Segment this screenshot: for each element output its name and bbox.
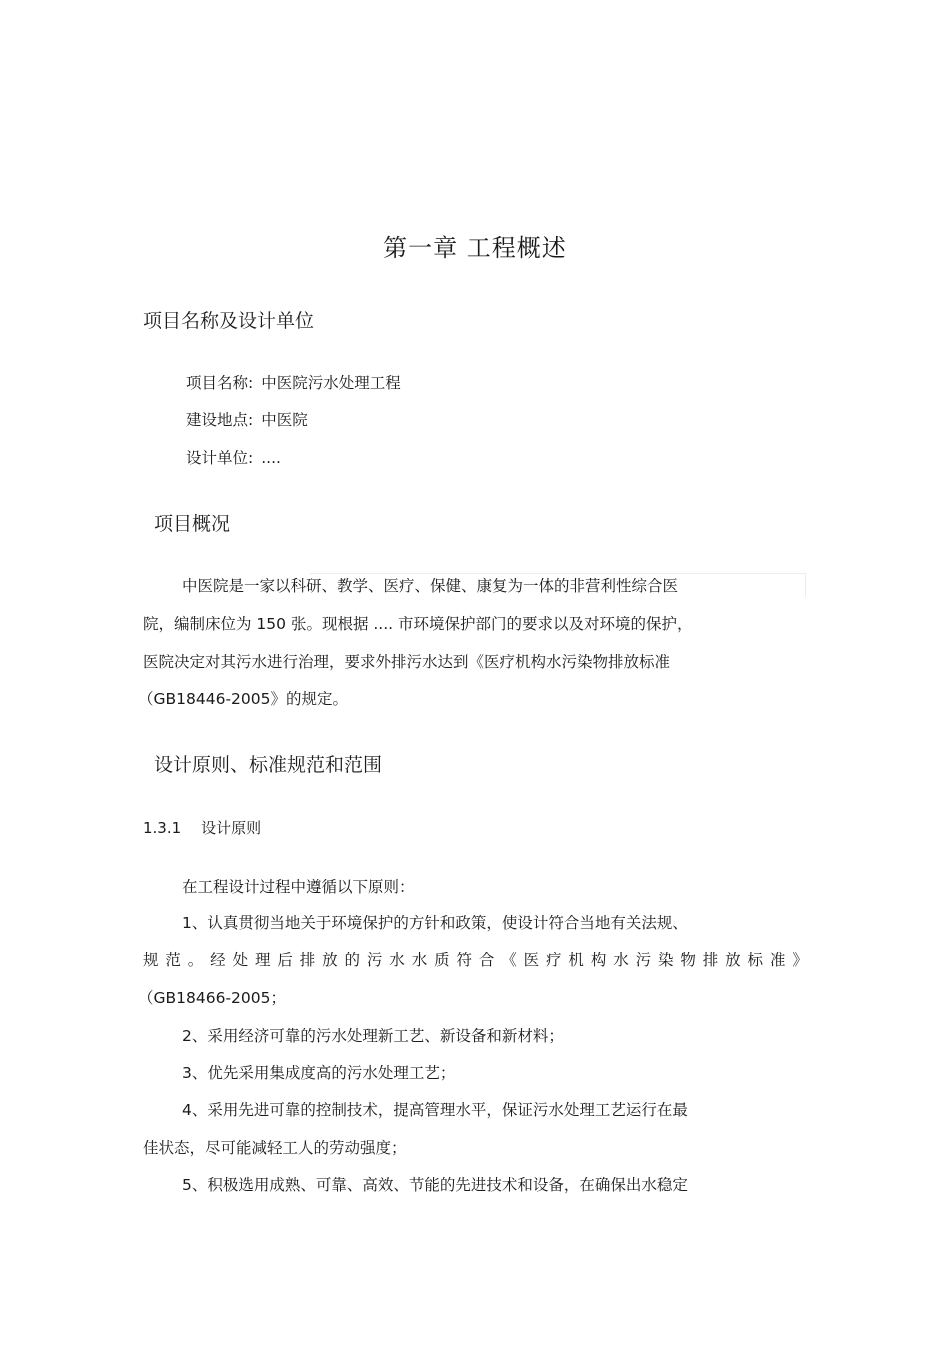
- paragraph-line: 2、采用经济可靠的污水处理新工艺、新设备和新材料；: [182, 1027, 564, 1045]
- paragraph-line: 3、优先采用集成度高的污水处理工艺；: [182, 1064, 456, 1082]
- char: 理: [254, 951, 271, 969]
- subsection-title: 设计原则: [201, 819, 262, 837]
- char: 合: [478, 951, 495, 969]
- char: 范: [165, 951, 181, 969]
- kv-label: 项目名称:: [186, 374, 254, 392]
- char: 《: [501, 951, 517, 969]
- char: 水: [389, 951, 405, 969]
- char: 物: [680, 951, 696, 969]
- section-heading-overview: 项目概况: [154, 513, 231, 535]
- kv-row-project-name: [186, 371, 401, 393]
- char: 放: [725, 951, 741, 969]
- section-heading-principles: 设计原则、标准规范和范围: [154, 754, 383, 776]
- kv-value: 中医院污水处理工程: [261, 374, 401, 392]
- char: 规: [143, 951, 159, 969]
- char: 水: [411, 951, 428, 969]
- char: 污: [366, 951, 383, 969]
- char: 疗: [546, 951, 562, 969]
- kv-label: 建设地点:: [186, 411, 254, 429]
- paragraph-line: 中医院是一家以科研、教学、医疗、保健、康复为一体的非营利性综合医: [182, 577, 679, 595]
- paragraph-line: 医院决定对其污水进行治理，要求外排污水达到《医疗机构水污染物排放标准: [143, 653, 671, 671]
- section-heading-project-name: 项目名称及设计单位: [143, 310, 315, 332]
- char: 后: [277, 951, 293, 969]
- subsection-number: 1.3.1: [143, 819, 182, 837]
- paragraph-line: 4、采用先进可靠的控制技术，提高管理水平，保证污水处理工艺运行在最: [182, 1101, 688, 1119]
- char: 质: [434, 951, 450, 969]
- char: 排: [702, 951, 719, 969]
- char: 标: [747, 951, 764, 969]
- char: 医: [523, 951, 540, 969]
- char: 的: [344, 951, 361, 969]
- paragraph-line: （GB18466-2005；: [138, 989, 286, 1007]
- char: 污: [635, 951, 652, 969]
- paragraph-line: 佳状态，尽可能减轻工人的劳动强度；: [143, 1139, 407, 1157]
- char: 放: [322, 951, 338, 969]
- char: 准: [769, 951, 786, 969]
- paragraph-line: 在工程设计过程中遵循以下原则：: [182, 878, 415, 896]
- subsection-heading: [143, 817, 261, 838]
- kv-value: ....: [261, 449, 281, 467]
- kv-value: 中医院: [261, 411, 308, 429]
- char: 符: [456, 951, 472, 969]
- char: 处: [232, 951, 249, 969]
- char: 构: [590, 951, 607, 969]
- paragraph-line: （GB18446-2005》的规定。: [138, 690, 348, 708]
- justified-line: [143, 948, 808, 970]
- char: 排: [299, 951, 316, 969]
- paragraph-line: 1、认真贯彻当地关于环境保护的方针和政策，使设计符合当地有关法规、: [182, 914, 688, 932]
- char: 水: [613, 951, 629, 969]
- chapter-title: 第一章 工程概述: [383, 234, 567, 262]
- char: 机: [568, 951, 584, 969]
- char: 染: [657, 951, 674, 969]
- char: 》: [792, 951, 808, 969]
- kv-label: 设计单位:: [186, 449, 254, 467]
- kv-row-location: [186, 408, 308, 430]
- kv-row-design-unit: [186, 446, 281, 468]
- char: 经: [210, 951, 226, 969]
- paragraph-line: 5、积极选用成熟、可靠、高效、节能的先进技术和设备，在确保出水稳定: [182, 1176, 688, 1194]
- paragraph-line: 院，编制床位为 150 张。现根据 .... 市环境保护部门的要求以及对环境的保护，: [143, 615, 693, 633]
- char: 。: [187, 951, 204, 969]
